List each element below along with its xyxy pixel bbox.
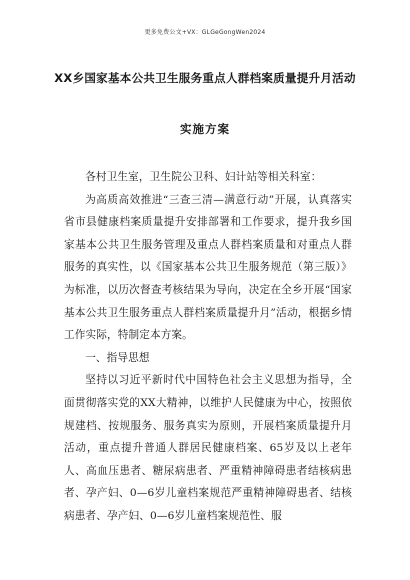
paragraph-purpose: 为高质高效推进“三查三清—满意行动”开展，认真落实省市县健康档案质量提升安排部署和工作要求，提升我乡国家基本公共卫生服务管理及重点人群档案质量和对重点人群服务的真实性，以《国家基本公共卫生服务规范（第三版）》为标准，以历次督查考核结果为导向，决定在全乡开展“国家基本公共卫生服务重点人群档案质量提升月”活动，根据乡情工作实际，特制定本方案。 <box>64 193 352 342</box>
document-title: XX乡国家基本公共卫生服务重点人群档案质量提升月活动 <box>54 71 356 85</box>
document-body <box>64 166 352 528</box>
section-heading-guiding-ideology: 一、指导思想 <box>85 351 150 364</box>
header-note: 更多免费公文+VX：GLGeGongWen2024 <box>144 29 266 36</box>
paragraph-guiding-ideology: 坚持以习近平新时代中国特色社会主义思想为指导，全面贯彻落实党的XX大精神，以维护人民健康为中心，按照依规建档、按规服务、服务真实为原则，开展档案质量提升月活动，重点提升普通人群居民健康档案、65岁及以上老年人、高血压患者、糖尿病患者、严重精神障碍患者结核病患者、孕产妇、0—6岁儿童档案规范严重精神障碍患者、结核病患者、孕产妇、0—6岁儿童档案规范性、服 <box>64 374 352 522</box>
salutation: 各村卫生室，卫生院公卫科、妇计站等相关科室： <box>85 171 322 183</box>
document-subtitle: 实施方案 <box>180 122 230 136</box>
